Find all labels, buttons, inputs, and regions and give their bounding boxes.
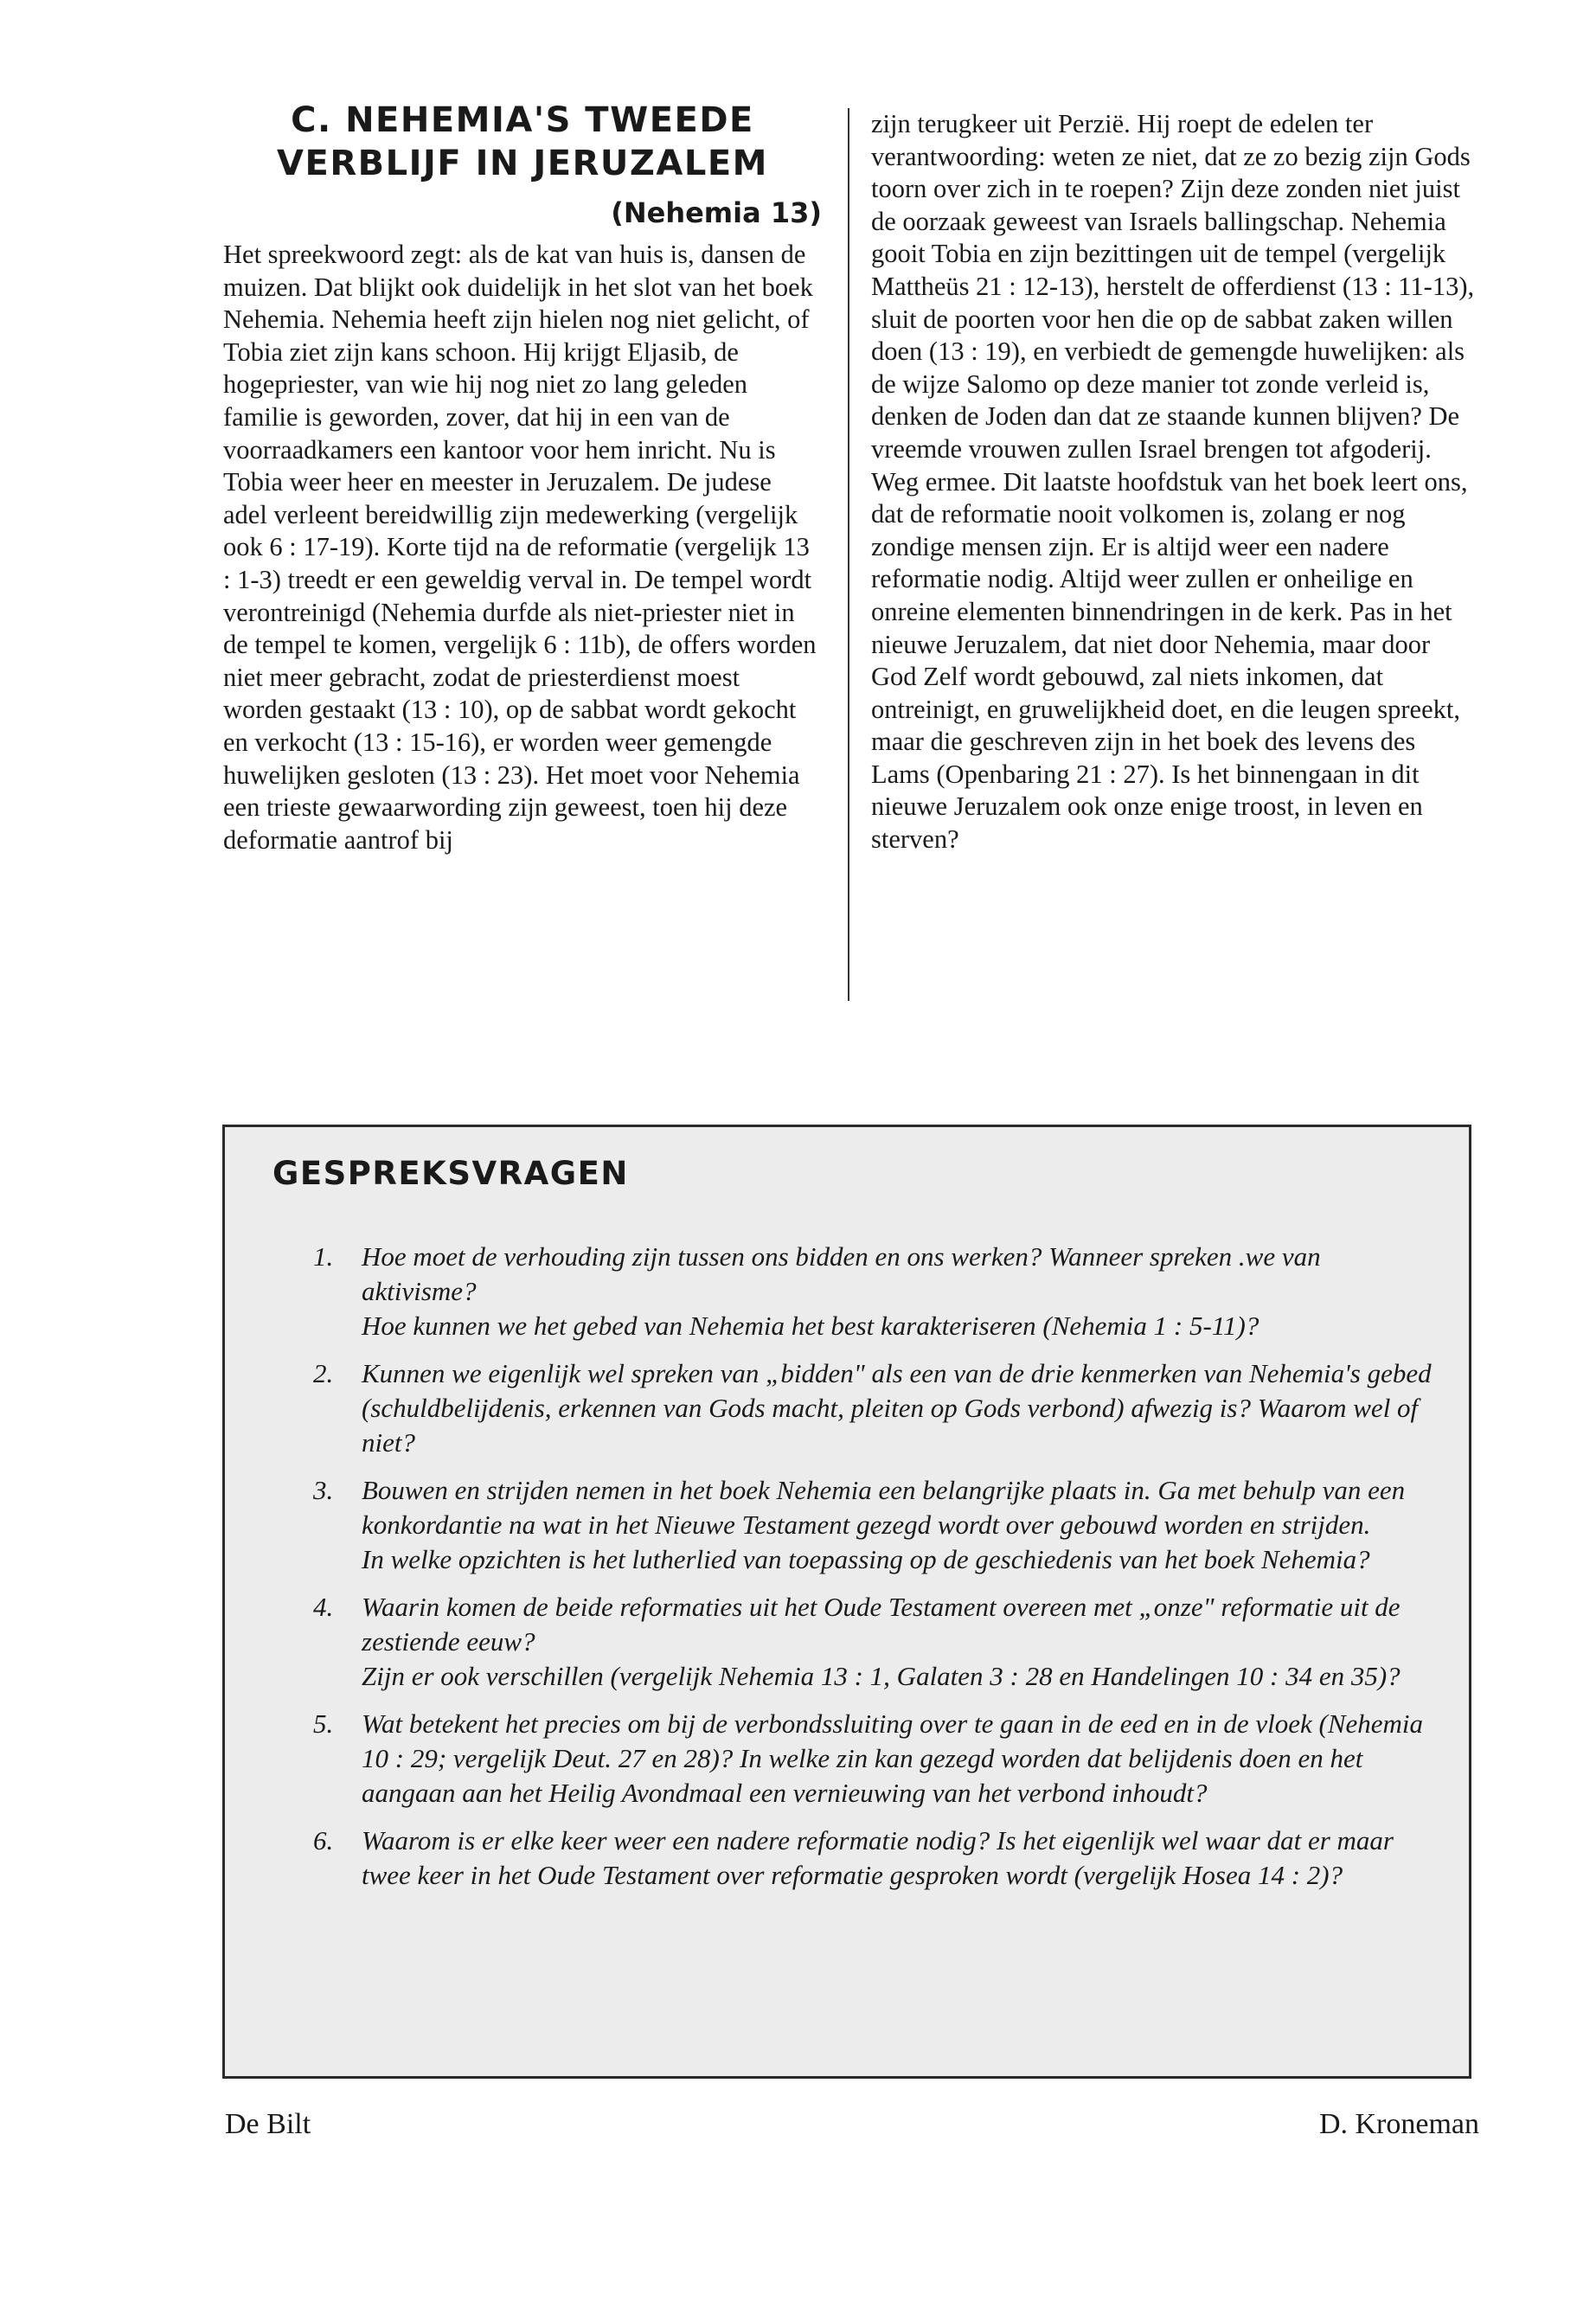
question-text: Zijn er ook verschillen (vergelijk Nehemia 13 : 1, Galaten 3 : 28 en Handelingen 10 : 34 en 35)? <box>362 1661 1401 1691</box>
question-number: 2. <box>313 1358 334 1388</box>
question-number: 3. <box>313 1475 334 1505</box>
footer-place: De Bilt <box>225 2108 311 2140</box>
question-item <box>272 1240 1440 1343</box>
question-number: 4. <box>313 1592 334 1622</box>
questions-box <box>222 1125 1471 2079</box>
right-column <box>871 108 1478 856</box>
question-number: 6. <box>313 1825 334 1856</box>
question-text: Waarom is er elke keer weer een nadere reformatie nodig? Is het eigenlijk wel waar dat er maar twee keer in het Oude Testament over reformatie gesproken wordt (vergelijk Hosea 14 : 2)? <box>362 1825 1394 1890</box>
question-number: 5. <box>313 1708 334 1739</box>
article-subtitle: (Nehemia 13) <box>611 196 822 229</box>
question-text: Hoe kunnen we het gebed van Nehemia het best karakteriseren (Nehemia 1 : 5-11)? <box>362 1311 1259 1341</box>
question-item <box>272 1356 1440 1460</box>
question-text: Kunnen we eigenlijk wel spreken van „bidden" als een van de drie kenmerken van Nehemia's gebed (schuldbelijdenis, erkennen van Gods macht, pleiten op Gods verbond) afwezig is? Waarom wel of niet? <box>362 1358 1432 1458</box>
left-column-text: Het spreekwoord zegt: als de kat van huis is, dansen de muizen. Dat blijkt ook duidelijk in het slot van het boek Nehemia. Nehemia heeft zijn hielen nog niet gelicht, of Tobia ziet zijn kans schoon. Hij krijgt Eljasib, de hogepriester, van wie hij nog niet zo lang geleden familie is geworden, zover, dat hij in een van de voorraadkamers een kantoor voor hem inricht. Nu is Tobia weer heer en meester in Jeruzalem. De judese adel verleent bereidwillig zijn medewerking (vergelijk ook 6 : 17-19). Korte tijd na de reformatie (vergelijk 13 : 1-3) treedt er een geweldig verval in. De tempel wordt verontreinigd (Nehemia durfde als niet-priester niet in de tempel te komen, vergelijk 6 : 11b), de offers worden niet meer gebracht, zodat de priesterdienst moest worden gestaakt (13 : 10), op de sabbat wordt gekocht en verkocht (13 : 15-16), er worden weer gemengde huwelijken gesloten (13 : 23). Het moet voor Nehemia een trieste gewaarwording zijn geweest, toen hij deze deformatie aantrof bij <box>223 240 817 855</box>
question-item <box>272 1473 1440 1577</box>
right-column-text: zijn terugkeer uit Perzië. Hij roept de edelen ter verantwoording: weten ze niet, dat ze zo bezig zijn Gods toorn over zich in te roepen? Zijn deze zonden niet juist de oorzaak geweest van Israels ballingschap. Nehemia gooit Tobia en zijn bezittingen uit de tempel (vergelijk Mattheüs 21 : 12-13), herstelt de offerdienst (13 : 11-13), sluit de poorten voor hen die op de sabbat zaken willen doen (13 : 19), en verbiedt de gemengde huwelijken: als de wijze Salomo op deze manier tot zonde verleid is, denken de Joden dan dat ze staande kunnen blijven? De vreemde vrouwen zullen Israel brengen tot afgoderij. Weg ermee. Dit laatste hoofdstuk van het boek leert ons, dat de reformatie nooit volkomen is, zolang er nog zondige mensen zijn. Er is altijd weer een nadere reformatie nodig. Altijd weer zullen er onheilige en onreine elementen binnendringen in de kerk. Pas in het nieuwe Jeruzalem, dat niet door Nehemia, maar door God Zelf wordt gebouwd, zal niets inkomen, dat ontreinigt, en gruwelijkheid doet, en die leugen spreekt, maar die geschreven zijn in het boek des levens des Lams (Openbaring 21 : 27). Is het binnengaan in dit nieuwe Jeruzalem ook onze enige troost, in leven en sterven? <box>871 109 1475 855</box>
question-number: 1. <box>313 1241 334 1272</box>
question-item <box>272 1707 1440 1811</box>
article-title-line2: VERBLIJF IN JERUZALEM <box>277 144 768 183</box>
question-text: In welke opzichten is het lutherlied van toepassing op de geschiedenis van het boek Nehemia? <box>362 1544 1370 1574</box>
question-list <box>272 1240 1440 1906</box>
left-column <box>223 99 822 856</box>
questions-heading: GESPREKSVRAGEN <box>272 1155 629 1192</box>
column-divider <box>848 108 849 1001</box>
footer-author: D. Kroneman <box>1318 2108 1479 2140</box>
question-text: Waarin komen de beide reformaties uit het Oude Testament overeen met „onze" reformatie uit de zestiende eeuw? <box>362 1592 1401 1657</box>
question-text: Wat betekent het precies om bij de verbondssluiting over te gaan in de eed en in de vloek (Nehemia 10 : 29; vergelijk Deut. 27 en 28)? In welke zin kan gezegd worden dat belijdenis doen en het aangaan aan het Heilig Avondmaal een vernieuwing van het verbond inhoudt? <box>362 1708 1424 1808</box>
question-text: Bouwen en strijden nemen in het boek Nehemia een belangrijke plaats in. Ga met behulp van een konkordantie na wat in het Nieuwe Testament gezegd wordt over gebouwd worden en strijden. <box>362 1475 1406 1540</box>
question-item <box>272 1823 1440 1893</box>
question-item <box>272 1590 1440 1694</box>
question-text: Hoe moet de verhouding zijn tussen ons bidden en ons werken? Wanneer spreken .we van aktivisme? <box>362 1241 1321 1306</box>
article-title-line1: C. NEHEMIA'S TWEEDE <box>291 100 754 140</box>
article-title <box>223 99 822 185</box>
